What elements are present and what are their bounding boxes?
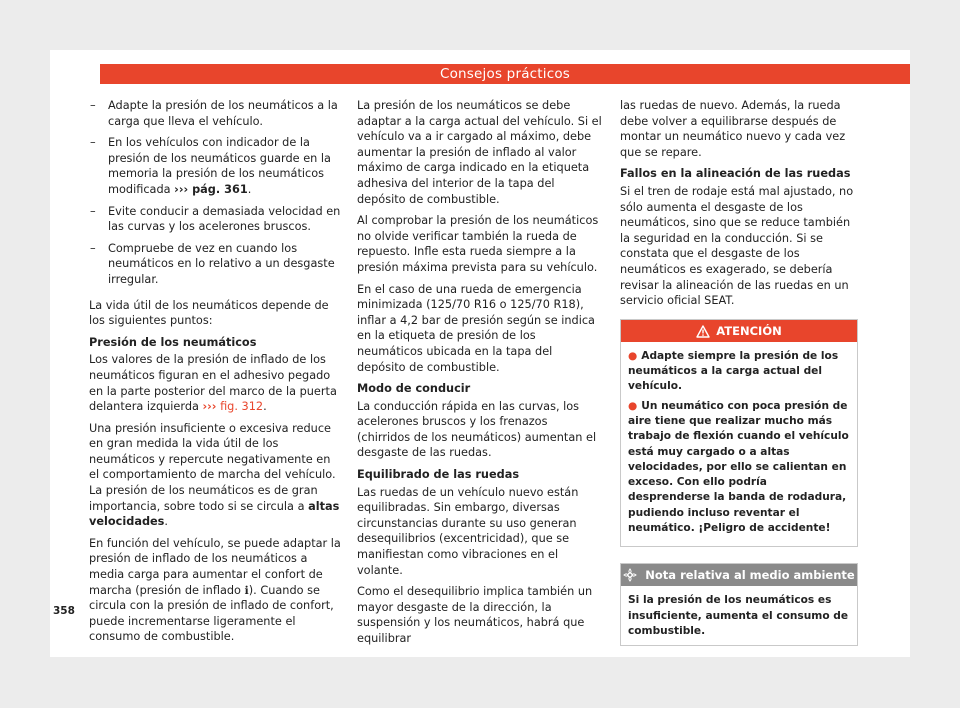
- leaf-flower-icon: [623, 568, 637, 582]
- paragraph: La conducción rápida en las curvas, los acelerones bruscos y los frenazos (chirridos de los neumáticos) aumentan el desgaste de las ruedas.: [357, 399, 597, 460]
- warning-box: [620, 319, 858, 548]
- environment-note-header: [621, 564, 857, 586]
- column-2: [357, 98, 604, 653]
- column-1: [89, 98, 341, 651]
- subheading-presion: Presión de los neumáticos: [89, 335, 257, 349]
- paragraph: En función del vehículo, se puede adaptar la presión de inflado de los neumáticos a media carga para aumentar el confort de marcha (presión de inflado ℹ). Cuando se circula con la presión de inflado de confort, puede incrementarse ligeramente el consumo de combustible.: [89, 536, 341, 644]
- figure-reference-link[interactable]: fig. 312: [220, 400, 264, 414]
- bullet-icon: ●: [628, 349, 638, 362]
- warning-item: ● Un neumático con poca presión de aire tiene que realizar mucho más trabajo de flexión cuando el vehículo está muy cargado o a altas velocidades, por ello se calientan en exceso. Con ello podría desprenderse la banda de rodadura, pudiendo incluso reventar el neumático. ¡Peligro de accidente!: [628, 399, 849, 534]
- subheading-equilibrado: Equilibrado de las ruedas: [357, 468, 520, 482]
- paragraph: La vida útil de los neumáticos depende de los siguientes puntos:: [89, 298, 329, 328]
- warning-body: [621, 342, 857, 547]
- paragraph: Los valores de la presión de inflado de los neumáticos figuran en el adhesivo pegado en la parte posterior del marco de la puerta delantera izquierda ››› fig. 312.: [89, 353, 337, 414]
- paragraph: Las ruedas de un vehículo nuevo están equilibradas. Sin embargo, diversas circunstancias durante su uso generan desequilibrios (excentricidad), que se manifiestan como vibraciones en el volante.: [357, 485, 579, 577]
- bullet-icon: ●: [628, 399, 638, 412]
- paragraph: En el caso de una rueda de emergencia minimizada (125/70 R16 o 125/70 R18), inflar a 4,2 bar de presión según se indica en la etiqueta de presión de los neumáticos ubicada en la tapa del depósito de combustible.: [357, 282, 595, 374]
- page-number: 358: [53, 605, 75, 617]
- environment-note-title: Nota relativa al medio ambiente: [645, 568, 855, 583]
- warning-triangle-icon: [696, 325, 710, 338]
- info-icon: ℹ: [244, 583, 249, 597]
- environment-note-body: [621, 586, 857, 645]
- paragraph: Como el desequilibrio implica también un mayor desgaste de la dirección, la suspensión y los neumáticos, habrá que equilibrar: [357, 585, 593, 645]
- subheading-modo: Modo de conducir: [357, 382, 471, 396]
- manual-page: [50, 50, 910, 657]
- list-item: – Evite conducir a demasiada velocidad en las curvas y los acelerones bruscos.: [89, 204, 341, 235]
- paragraph: Al comprobar la presión de los neumáticos no olvide verificar también la rueda de repuesto. Infle esta rueda siempre a la presión máxima prevista para su vehículo.: [357, 214, 599, 274]
- environment-note-box: [620, 563, 858, 646]
- figure-reference-arrows: ›››: [202, 400, 217, 414]
- list-item: – Compruebe de vez en cuando los neumáticos en lo relativo a un desgaste irregular.: [89, 241, 341, 288]
- warning-item: ● Adapte siempre la presión de los neumáticos a la carga actual del vehículo.: [628, 349, 839, 393]
- emphasis: altas velocidades: [89, 499, 340, 529]
- warning-header: [621, 320, 857, 342]
- column-3: [620, 98, 858, 646]
- paragraph: Si el tren de rodaje está mal ajustado, no sólo aumenta el desgaste de los neumáticos, sino que se reduce también la seguridad en la conducción. Si se constata que el desgaste de los neumáticos es exagerado, se debería revisar la alineación de las ruedas en un servicio oficial SEAT.: [620, 184, 854, 308]
- section-header: [100, 64, 910, 84]
- subheading-fallos: Fallos en la alineación de las ruedas: [620, 167, 851, 181]
- page-reference-link[interactable]: ››› pág. 361: [174, 182, 248, 196]
- section-title: Consejos prácticos: [439, 66, 571, 82]
- paragraph: Una presión insuficiente o excesiva reduce en gran medida la vida útil de los neumáticos y repercute negativamente en el comportamiento de marcha del vehículo. La presión de los neumáticos es de gran importancia, sobre todo si se circula a altas velocidades.: [89, 421, 340, 529]
- environment-note-text: Si la presión de los neumáticos es insuficiente, aumenta el consumo de combustible.: [628, 594, 849, 637]
- list-item: – Adapte la presión de los neumáticos a la carga que lleva el vehículo.: [89, 98, 341, 129]
- warning-title: ATENCIÓN: [716, 323, 782, 338]
- paragraph: La presión de los neumáticos se debe adaptar a la carga actual del vehículo. Si el vehículo va a ir cargado al máximo, debe aumentar la presión de inflado al valor máximo de carga indicado en la etiqueta adhesiva del interior de la tapa del depósito de combustible.: [357, 99, 602, 206]
- paragraph: las ruedas de nuevo. Además, la rueda debe volver a equilibrarse después de montar un neumático nuevo y cada vez que se repare.: [620, 99, 846, 159]
- list-item: – En los vehículos con indicador de la presión de los neumáticos guarde en la memoria la presión de los neumáticos modificada ››› pág. 361.: [89, 135, 341, 197]
